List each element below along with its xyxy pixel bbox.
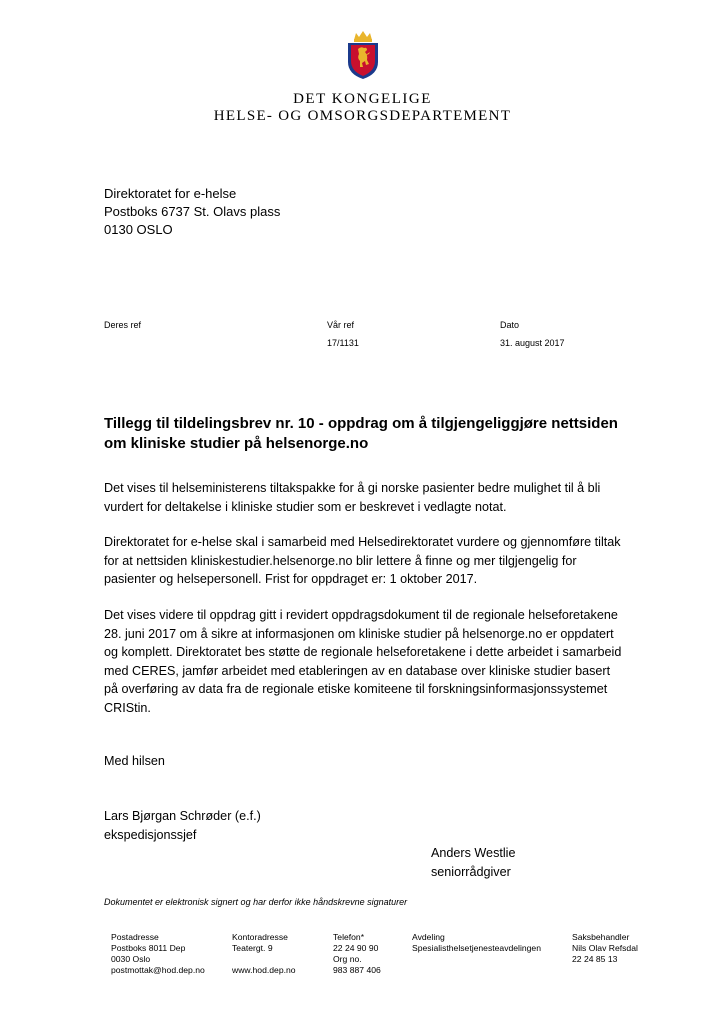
- text-line: på overføring av data fra de regionale etiske komiteene til forskningsinformasjonssystemet: [104, 682, 608, 696]
- footer-label: Postadresse: [111, 932, 159, 942]
- footer-postadresse: [111, 932, 205, 976]
- text-line: Det vises til helseministerens tiltakspakke for å gi norske pasienter bedre mulighet til å bli: [104, 481, 601, 495]
- footer-value: 22 24 85 13: [572, 954, 618, 964]
- text-line: Det vises videre til oppdrag gitt i revidert oppdragsdokument til de regionale helseforetakene: [104, 608, 618, 622]
- text-line: Direktoratet for e-helse skal i samarbeid med Helsedirektoratet vurdere og gjennomføre tiltak: [104, 535, 621, 549]
- dato-label: Dato: [500, 320, 520, 330]
- recipient-line: Direktoratet for e-helse: [104, 186, 237, 201]
- text-line: CRIStin.: [104, 700, 151, 715]
- recipient-line: 0130 OSLO: [104, 222, 173, 237]
- footer-saksbehandler: [572, 932, 638, 965]
- text-line: for at nettsiden kliniskestudier.helsenorge.no blir lettere å finne og mer tilgjengelig for: [104, 553, 577, 568]
- department-name-line2: HELSE- OG OMSORGSDEPARTEMENT: [213, 108, 512, 124]
- department-name-line1: DET KONGELIGE: [293, 91, 432, 107]
- closing: Med hilsen: [104, 754, 165, 768]
- coat-of-arms-icon: [345, 30, 381, 80]
- footer-website-link[interactable]: www.hod.dep.no: [232, 965, 296, 975]
- text-line: med CERES, jamfør arbeidet med etableringen av en database over kliniske studier basert: [104, 663, 611, 678]
- text-line: pasienter og helsepersonell. Frist for oppdraget er: 1 oktober 2017.: [104, 572, 478, 586]
- footer-value: Postboks 8011 Dep: [111, 943, 186, 953]
- recipient-address: [104, 185, 280, 239]
- footer-label: Org no.: [333, 954, 362, 964]
- footer-value: Spesialisthelsetjenesteavdelingen: [412, 943, 541, 953]
- footer-value: [232, 954, 296, 965]
- signer-1-name: Lars Bjørgan Schrøder (e.f.): [104, 809, 261, 823]
- footer-value: Nils Olav Refsdal: [572, 943, 638, 953]
- footer-label: Saksbehandler: [572, 932, 630, 942]
- deres-ref-label: Deres ref: [104, 320, 142, 330]
- footer-value: 983 887 406: [333, 965, 381, 975]
- footer-label: Avdeling: [412, 932, 445, 942]
- signer-1: [104, 807, 664, 844]
- text-line: og komplett. Direktoratet bes støtte de regionale helseforetakene i dette arbeidet i samarbeid: [104, 645, 622, 659]
- footer-value: 22 24 90 90: [333, 943, 379, 953]
- footer-label: Kontoradresse: [232, 932, 288, 942]
- recipient-line: Postboks 6737 St. Olavs plass: [104, 204, 281, 219]
- var-ref-value: 17/1131: [327, 338, 359, 348]
- signer-1-title: ekspedisjonssjef: [104, 827, 197, 842]
- signer-2: [431, 844, 681, 881]
- footer-value: Teatergt. 9: [232, 943, 273, 953]
- letterhead: [0, 30, 725, 125]
- footer-label: Telefon*: [333, 932, 365, 942]
- signer-2-title: seniorrådgiver: [431, 864, 511, 879]
- paragraph-2: [104, 533, 664, 589]
- signature-note: Dokumentet er elektronisk signert og har derfor ikke håndskrevne signaturer: [104, 897, 408, 907]
- footer-kontoradresse: [232, 932, 296, 976]
- footer-telefon: [333, 932, 381, 976]
- dato-value: 31. august 2017: [500, 338, 565, 348]
- footer-email[interactable]: postmottak@hod.dep.no: [111, 965, 205, 975]
- var-ref-label: Vår ref: [327, 320, 355, 330]
- signer-2-name: Anders Westlie: [431, 846, 516, 860]
- paragraph-3: [104, 606, 664, 717]
- text-line: vurdert for deltakelse i kliniske studier som er beskrevet i vedlagte notat.: [104, 499, 507, 514]
- letter-title: [104, 414, 664, 454]
- text-line: 28. juni 2017 om å sikre at informasjonen om kliniske studier på helsenorge.no er oppdatert: [104, 626, 614, 641]
- footer-value: 0030 Oslo: [111, 954, 151, 964]
- footer-avdeling: [412, 932, 541, 954]
- title-line: om kliniske studier på helsenorge.no: [104, 435, 369, 452]
- title-line: Tillegg til tildelingsbrev nr. 10 - oppdrag om å tilgjengeliggjøre nettsiden: [104, 415, 618, 432]
- paragraph-1: [104, 479, 664, 516]
